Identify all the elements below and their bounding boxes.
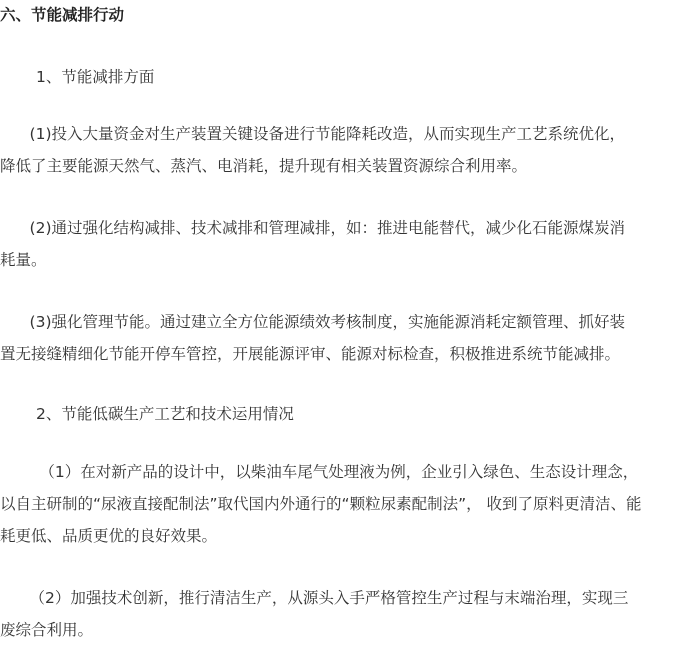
paragraph-3-line-2: 置无接缝精细化节能开停车管控，开展能源评审、能源对标检查，积极推进系统节能减排。: [0, 345, 621, 363]
paragraph-4-line-2: 以自主研制的“尿液直接配制法”取代国内外通行的“颗粒尿素配制法”， 收到了原料更清洁、能: [0, 495, 642, 513]
sub-heading-energy-saving: 1、节能减排方面: [36, 68, 155, 86]
sub-heading-low-carbon: 2、节能低碳生产工艺和技术运用情况: [36, 405, 294, 423]
paragraph-1-line-1: (1)投入大量资金对生产装置关键设备进行节能降耗改造，从而实现生产工艺系统优化，: [0, 125, 626, 143]
paragraph-4-line-1: （1）在对新产品的设计中，以柴油车尾气处理液为例，企业引入绿色、生态设计理念，: [0, 463, 639, 481]
paragraph-5-line-2: 废综合利用。: [0, 621, 94, 639]
paragraph-2-line-2: 耗量。: [0, 251, 47, 269]
paragraph-5-line-1: （2）加强技术创新，推行清洁生产，从源头入手严格管控生产过程与末端治理，实现三: [0, 589, 629, 607]
section-title: 六、节能减排行动: [0, 6, 125, 24]
paragraph-4: [0, 456, 686, 552]
paragraph-2: [0, 212, 686, 276]
paragraph-5: [0, 582, 686, 646]
paragraph-3: [0, 306, 686, 370]
paragraph-4-line-3: 耗更低、品质更优的良好效果。: [0, 527, 218, 545]
paragraph-1-line-2: 降低了主要能源天然气、蒸汽、电消耗，提升现有相关装置资源综合利用率。: [0, 157, 528, 175]
paragraph-1: [0, 118, 686, 182]
paragraph-3-line-1: (3)强化管理节能。通过建立全方位能源绩效考核制度，实施能源消耗定额管理、抓好装: [0, 313, 626, 331]
paragraph-2-line-1: (2)通过强化结构减排、技术减排和管理减排，如：推进电能替代，减少化石能源煤炭消: [0, 219, 626, 237]
